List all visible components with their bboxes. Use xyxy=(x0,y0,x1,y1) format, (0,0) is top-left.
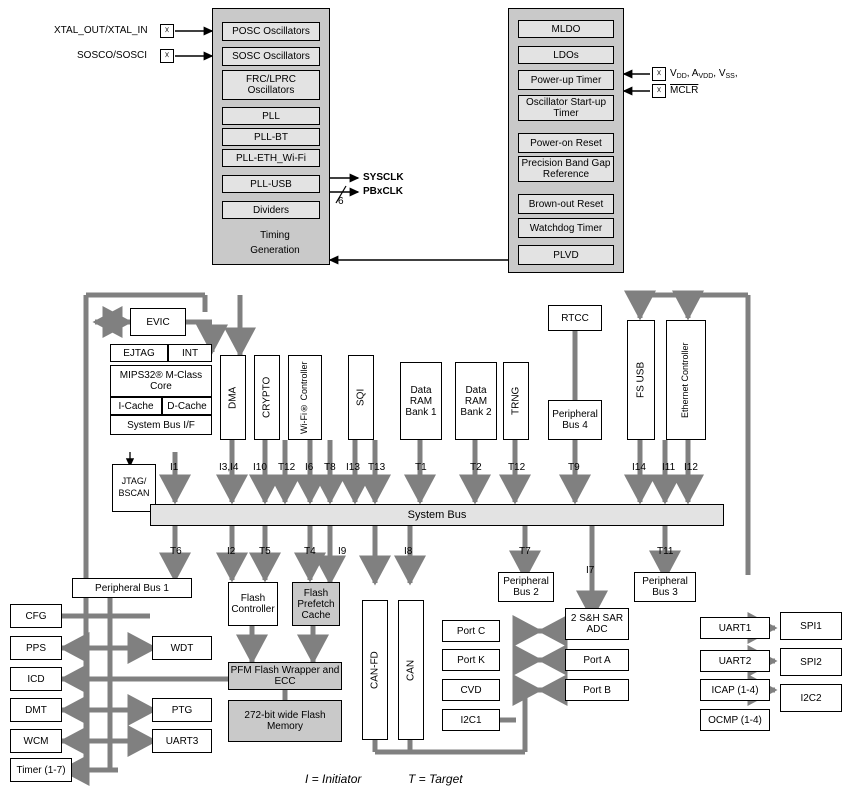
port-k-block[interactable]: Port K xyxy=(442,649,500,671)
tag-t1: T1 xyxy=(415,462,427,473)
int-block[interactable]: INT xyxy=(168,344,212,362)
i-cache[interactable]: I-Cache xyxy=(110,397,162,415)
mclr-label: MCLR xyxy=(670,85,699,96)
tag-i11: I11 xyxy=(662,462,676,473)
pll-usb[interactable]: PLL-USB xyxy=(222,175,320,193)
tag-i3i4: I3,I4 xyxy=(219,462,239,473)
jtag-bscan[interactable]: JTAG/ BSCAN xyxy=(112,464,156,512)
uart1-block[interactable]: UART1 xyxy=(700,617,770,639)
peripheral-bus-2[interactable]: Peripheral Bus 2 xyxy=(498,572,554,602)
tag-i12: I12 xyxy=(684,462,698,473)
flash-prefetch-cache[interactable]: Flash Prefetch Cache xyxy=(292,582,340,626)
spi1-block[interactable]: SPI1 xyxy=(780,612,842,640)
posc-oscillators[interactable]: POSC Oscillators xyxy=(222,22,320,41)
ldos[interactable]: LDOs xyxy=(518,46,614,64)
uart3-block[interactable]: UART3 xyxy=(152,729,212,753)
dividers[interactable]: Dividers xyxy=(222,201,320,219)
sosc-pin-icon: ☓ xyxy=(160,49,174,63)
spi2-block[interactable]: SPI2 xyxy=(780,648,842,676)
precision-band-gap-reference[interactable]: Precision Band Gap Reference xyxy=(518,156,614,182)
mips-core[interactable]: MIPS32® M-Class Core xyxy=(110,365,212,397)
ethernet-controller-block[interactable]: Ethernet Controller xyxy=(666,320,706,440)
pps-block[interactable]: PPS xyxy=(10,636,62,660)
peripheral-bus-1[interactable]: Peripheral Bus 1 xyxy=(72,578,192,598)
peripheral-bus-4[interactable]: Peripheral Bus 4 xyxy=(548,400,602,440)
tag-i9: I9 xyxy=(338,546,347,557)
tag-t12a: T12 xyxy=(278,462,296,473)
data-ram-bank1[interactable]: Data RAM Bank 1 xyxy=(400,362,442,440)
tag-t6: T6 xyxy=(170,546,182,557)
cfg-block[interactable]: CFG xyxy=(10,604,62,628)
sosc-oscillators[interactable]: SOSC Oscillators xyxy=(222,47,320,66)
tag-t12b: T12 xyxy=(508,462,526,473)
system-bus: System Bus xyxy=(150,504,724,526)
crypto-block[interactable]: CRYPTO xyxy=(254,355,280,440)
sar-adc-block[interactable]: 2 S&H SAR ADC xyxy=(565,608,629,640)
wcm-block[interactable]: WCM xyxy=(10,729,62,753)
pfm-flash-wrapper-ecc[interactable]: PFM Flash Wrapper and ECC xyxy=(228,662,342,690)
tag-i7: I7 xyxy=(586,565,595,576)
can-fd-block[interactable]: CAN-FD xyxy=(362,600,388,740)
port-b-block[interactable]: Port B xyxy=(565,679,629,701)
can-block[interactable]: CAN xyxy=(398,600,424,740)
dmt-block[interactable]: DMT xyxy=(10,698,62,722)
evic-block[interactable]: EVIC xyxy=(130,308,186,336)
tag-t8: T8 xyxy=(324,462,336,473)
xtal-pin-icon: ☓ xyxy=(160,24,174,38)
tag-t2: T2 xyxy=(470,462,482,473)
port-c-block[interactable]: Port C xyxy=(442,620,500,642)
sqi-block[interactable]: SQI xyxy=(348,355,374,440)
dma-block[interactable]: DMA xyxy=(220,355,246,440)
tag-i2: I2 xyxy=(227,546,236,557)
rtcc-block[interactable]: RTCC xyxy=(548,305,602,331)
timer-block[interactable]: Timer (1-7) xyxy=(10,758,72,782)
ptg-block[interactable]: PTG xyxy=(152,698,212,722)
legend-initiator: I = Initiator xyxy=(305,772,362,786)
vdd-pin-icon: ☓ xyxy=(652,67,666,81)
tag-i6: I6 xyxy=(305,462,314,473)
tag-t13: T13 xyxy=(368,462,386,473)
tag-i1: I1 xyxy=(170,462,179,473)
uart2-block[interactable]: UART2 xyxy=(700,650,770,672)
ejtag-block[interactable]: EJTAG xyxy=(110,344,168,362)
pbxclk-label: PBxCLK xyxy=(363,186,404,197)
tag-i14: I14 xyxy=(632,462,646,473)
pll[interactable]: PLL xyxy=(222,107,320,125)
tag-t4: T4 xyxy=(304,546,316,557)
icap-block[interactable]: ICAP (1-4) xyxy=(700,679,770,701)
icd-block[interactable]: ICD xyxy=(10,667,62,691)
bus-width-label: 6 xyxy=(338,196,344,207)
data-ram-bank2[interactable]: Data RAM Bank 2 xyxy=(455,362,497,440)
pll-bt[interactable]: PLL-BT xyxy=(222,128,320,146)
d-cache[interactable]: D-Cache xyxy=(162,397,212,415)
tag-t9: T9 xyxy=(568,462,580,473)
mldo[interactable]: MLDO xyxy=(518,20,614,38)
xtal-pin-label: XTAL_OUT/XTAL_IN xyxy=(54,25,148,36)
timing-generation-label: Timing Generation xyxy=(250,230,300,256)
port-a-block[interactable]: Port A xyxy=(565,649,629,671)
cvd-block[interactable]: CVD xyxy=(442,679,500,701)
system-bus-if[interactable]: System Bus I/F xyxy=(110,415,212,435)
mclr-pin-icon: ☓ xyxy=(652,84,666,98)
i2c2-block[interactable]: I2C2 xyxy=(780,684,842,712)
tag-i10: I10 xyxy=(253,462,267,473)
i2c1-block[interactable]: I2C1 xyxy=(442,709,500,731)
power-up-timer[interactable]: Power-up Timer xyxy=(518,70,614,90)
ocmp-block[interactable]: OCMP (1-4) xyxy=(700,709,770,731)
flash-controller[interactable]: Flash Controller xyxy=(228,582,278,626)
fs-usb-block[interactable]: FS USB xyxy=(627,320,655,440)
wifi-controller-block[interactable]: Wi-Fi® Controller xyxy=(288,355,322,440)
peripheral-bus-3[interactable]: Peripheral Bus 3 xyxy=(634,572,696,602)
trng-block[interactable]: TRNG xyxy=(503,362,529,440)
tag-t11: T11 xyxy=(657,546,674,557)
sosc-pin-label: SOSCO/SOSCI xyxy=(77,50,148,61)
tag-i13: I13 xyxy=(346,462,360,473)
tag-t7: T7 xyxy=(519,546,531,557)
legend-target: T = Target xyxy=(408,772,463,786)
tag-t5: T5 xyxy=(259,546,271,557)
power-on-reset[interactable]: Power-on Reset xyxy=(518,133,614,153)
brown-out-reset[interactable]: Brown-out Reset xyxy=(518,194,614,214)
watchdog-timer[interactable]: Watchdog Timer xyxy=(518,218,614,238)
oscillator-startup-timer[interactable]: Oscillator Start-up Timer xyxy=(518,95,614,121)
plvd[interactable]: PLVD xyxy=(518,245,614,265)
flash-memory[interactable]: 272-bit wide Flash Memory xyxy=(228,700,342,742)
vdd-label: $V_{DD}$, $A_{VDD}$, $V_{SS}$, xyxy=(670,68,738,80)
wdt-block[interactable]: WDT xyxy=(152,636,212,660)
tag-i8: I8 xyxy=(404,546,413,557)
pll-eth-wifi[interactable]: PLL-ETH_Wi-Fi xyxy=(222,149,320,167)
sysclk-label: SYSCLK xyxy=(363,172,404,183)
frc-lprc-oscillators[interactable]: FRC/LPRC Oscillators xyxy=(222,70,320,100)
